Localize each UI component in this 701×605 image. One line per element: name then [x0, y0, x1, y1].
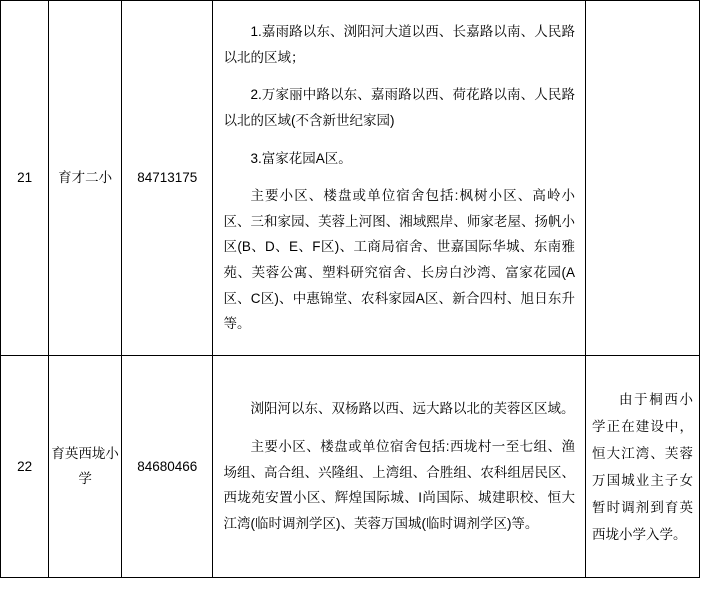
enrollment-area-content — [213, 11, 585, 345]
row-number: 21 — [17, 170, 33, 186]
enrollment-area-content — [213, 388, 585, 544]
note-cell — [586, 356, 700, 578]
area-paragraph: 浏阳河以东、双杨路以西、远大路以北的芙蓉区区域。 — [250, 401, 575, 417]
table-body — [1, 1, 700, 578]
table-row — [1, 1, 700, 356]
note-content: 由于桐西小学正在建设中，恒大江湾、芙蓉万国城业主子女暂时调剂到育英西垅小学入学。 — [592, 391, 693, 542]
school-name-cell — [49, 356, 122, 578]
enrollment-area-cell — [213, 1, 586, 356]
row-number: 22 — [17, 458, 33, 474]
row-number-cell — [1, 1, 49, 356]
row-number-cell — [1, 356, 49, 578]
school-name: 育英西垅小学 — [51, 446, 119, 486]
note-content — [586, 172, 699, 184]
school-phone: 84680466 — [137, 458, 198, 474]
area-paragraph: 3.富家花园A区。 — [250, 150, 352, 166]
school-name: 育才二小 — [58, 169, 113, 185]
school-phone-cell — [122, 356, 213, 578]
note-cell — [586, 1, 700, 356]
table-row — [1, 356, 700, 578]
area-paragraph: 主要小区、楼盘或单位宿舍包括:西垅村一至七组、渔场组、高合组、兴隆组、上湾组、合胜组、农科组居民区、西垅苑安置小区、辉煌国际城、I尚国际、城建职校、恒大江湾(临时调剂学区)、芙蓉万国城(临时调剂学区)等。 — [223, 439, 576, 531]
area-paragraph: 2.万家丽中路以东、嘉雨路以西、荷花路以南、人民路以北的区域(不含新世纪家园) — [223, 87, 576, 128]
school-name-cell — [49, 1, 122, 356]
school-phone-cell — [122, 1, 213, 356]
school-phone: 84713175 — [137, 170, 198, 186]
enrollment-area-cell — [213, 356, 586, 578]
area-paragraph: 主要小区、楼盘或单位宿舍包括:枫树小区、高岭小区、三和家园、芙蓉上河图、湘域熙岸、师家老屋、扬帆小区(B、D、E、F区)、工商局宿舍、世嘉国际华城、东南雅苑、芙蓉公寓、塑料研究宿舍、长房白沙湾、富家花园(A区、C区)、中惠锦堂、农科家园A区、新合四村、旭日东升等。 — [223, 188, 576, 332]
area-paragraph: 1.嘉雨路以东、浏阳河大道以西、长嘉路以南、人民路以北的区域； — [223, 23, 576, 65]
